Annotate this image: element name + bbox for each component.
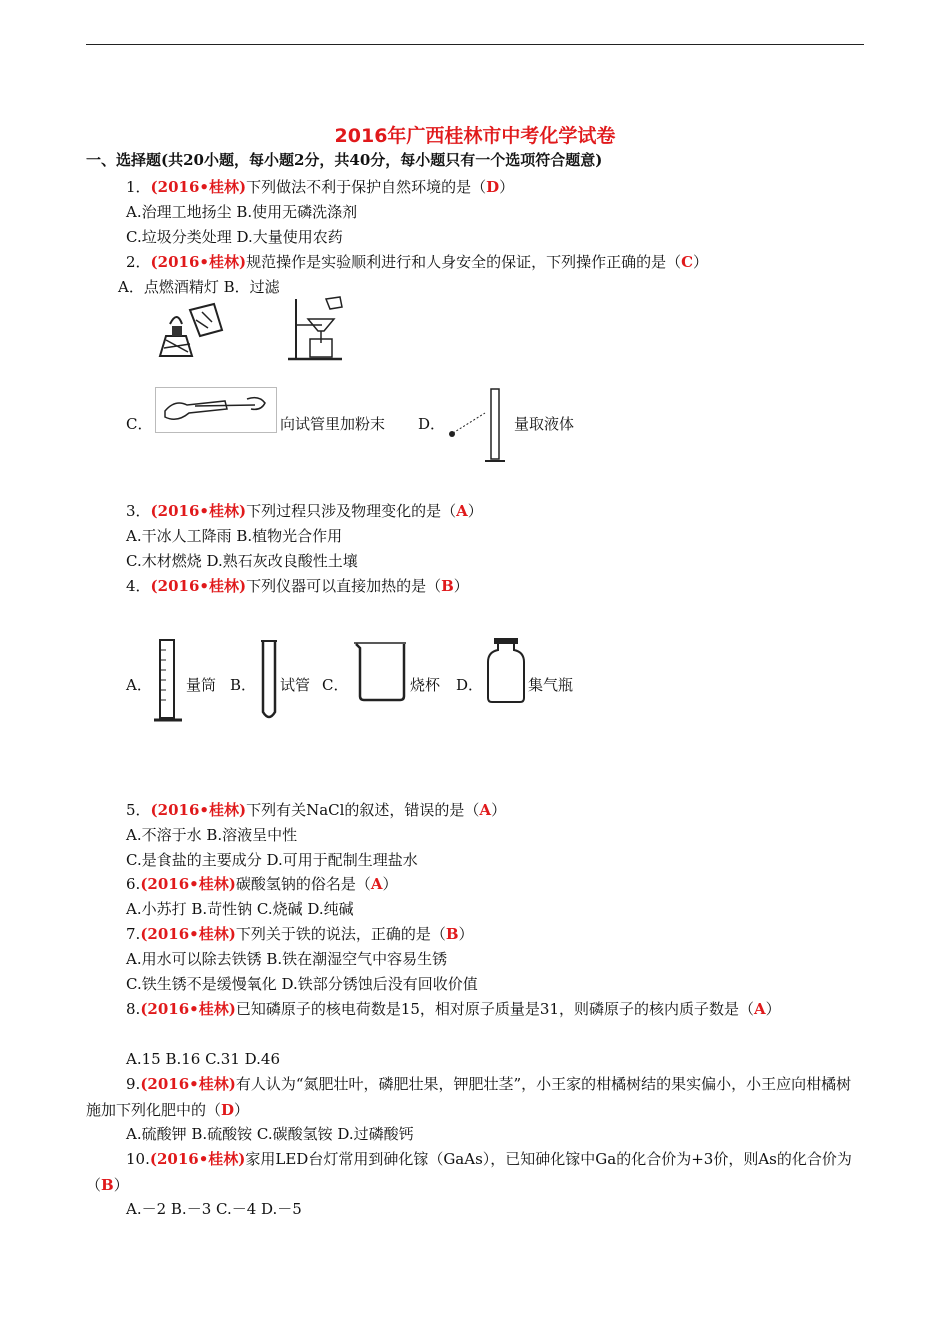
option-c-text: 向试管里加粉末 xyxy=(280,415,386,433)
question-3: 3．(2016•桂林)下列过程只涉及物理变化的是（A） xyxy=(126,502,483,520)
beaker-figure xyxy=(352,638,410,704)
option-line: C.铁生锈不是缓慢氧化 D.铁部分锈蚀后没有回收价值 xyxy=(126,975,478,993)
option-line: A．点燃酒精灯 B．过滤 xyxy=(118,278,280,296)
option-d-text: 量取液体 xyxy=(514,415,575,433)
question-7: 7.(2016•桂林)下列关于铁的说法，正确的是（B） xyxy=(126,925,474,943)
graduated-cylinder-figure xyxy=(152,636,186,726)
option-d-text: 集气瓶 xyxy=(528,676,574,694)
option-b-label: B． xyxy=(230,676,257,694)
option-line: A.15 B.16 C.31 D.46 xyxy=(126,1050,281,1068)
question-6: 6.(2016•桂林)碳酸氢钠的俗名是（A） xyxy=(126,875,398,893)
option-line: C.木材燃烧 D.熟石灰改良酸性土壤 xyxy=(126,552,358,570)
question-9: 9.(2016•桂林)有人认为“氮肥壮叶，磷肥壮果，钾肥壮茎”，小王家的柑橘树结的果实偏小，小王应向柑橘树施加下列化肥中的（D） xyxy=(86,1075,852,1119)
answer: A xyxy=(456,502,468,520)
answer: D xyxy=(221,1101,235,1119)
answer: B xyxy=(101,1176,114,1194)
question-4: 4．(2016•桂林)下列仪器可以直接加热的是（B） xyxy=(126,577,469,595)
answer: B xyxy=(445,925,459,943)
alcohol-lamp-figure xyxy=(152,300,227,362)
option-line: A.治理工地扬尘 B.使用无磷洗涤剂 xyxy=(126,203,358,221)
option-line: C.垃圾分类处理 D.大量使用农药 xyxy=(126,228,343,246)
option-line: A.小苏打 B.苛性钠 C.烧碱 D.纯碱 xyxy=(126,900,354,918)
option-line: A.干冰人工降雨 B.植物光合作用 xyxy=(126,527,343,545)
answer: C xyxy=(681,253,694,271)
gas-bottle-figure xyxy=(484,636,528,706)
answer: A xyxy=(479,801,492,819)
option-line: A.不溶于水 B.溶液呈中性 xyxy=(126,826,298,844)
option-line: C.是食盐的主要成分 D.可用于配制生理盐水 xyxy=(126,851,418,869)
question-10: 10.(2016•桂林)家用LED台灯常用到砷化镓（GaAs），已知砷化镓中Ga的化合价为+3价，则As的化合价为（B） xyxy=(86,1150,852,1194)
option-a-text: 量筒 xyxy=(186,676,217,694)
question-2: 2．(2016•桂林)规范操作是实验顺利进行和人身安全的保证，下列操作正确的是（C） xyxy=(126,253,709,271)
answer: B xyxy=(441,577,454,595)
option-line: A.硫酸钾 B.硫酸铵 C.碳酸氢铵 D.过磷酸钙 xyxy=(126,1125,414,1143)
answer: A xyxy=(370,875,383,893)
option-c-label: C． xyxy=(322,676,349,694)
measure-liquid-figure xyxy=(445,385,513,467)
page-title: 2016年广西桂林市中考化学试卷 xyxy=(334,125,616,147)
answer: D xyxy=(486,178,500,196)
answer: A xyxy=(754,1000,766,1018)
filtration-figure xyxy=(286,295,346,365)
option-d-label: D． xyxy=(418,415,446,433)
option-b-text: 试管 xyxy=(280,676,311,694)
question-8: 8.(2016•桂林)已知磷原子的核电荷数是15，相对原子质量是31，则磷原子的核内质子数是（A） xyxy=(126,1000,781,1018)
option-a-label: A． xyxy=(126,676,152,694)
option-c-text: 烧杯 xyxy=(410,676,441,694)
section-heading: 一、选择题(共20小题，每小题2分，共40分，每小题只有一个选项符合题意) xyxy=(86,151,603,169)
option-c-label: C． xyxy=(126,415,153,433)
test-tube-figure xyxy=(258,636,280,724)
option-d-label: D． xyxy=(456,676,484,694)
question-1: 1．(2016•桂林)下列做法不利于保护自然环境的是（D） xyxy=(126,178,515,196)
header-rule xyxy=(86,44,864,45)
option-line: A.用水可以除去铁锈 B.铁在潮湿空气中容易生锈 xyxy=(126,950,448,968)
test-tube-powder-figure xyxy=(155,387,277,433)
question-5: 5．(2016•桂林)下列有关NaCl的叙述，错误的是（A） xyxy=(126,801,507,819)
option-line: A.－2 B.－3 C.－4 D.－5 xyxy=(126,1200,302,1218)
